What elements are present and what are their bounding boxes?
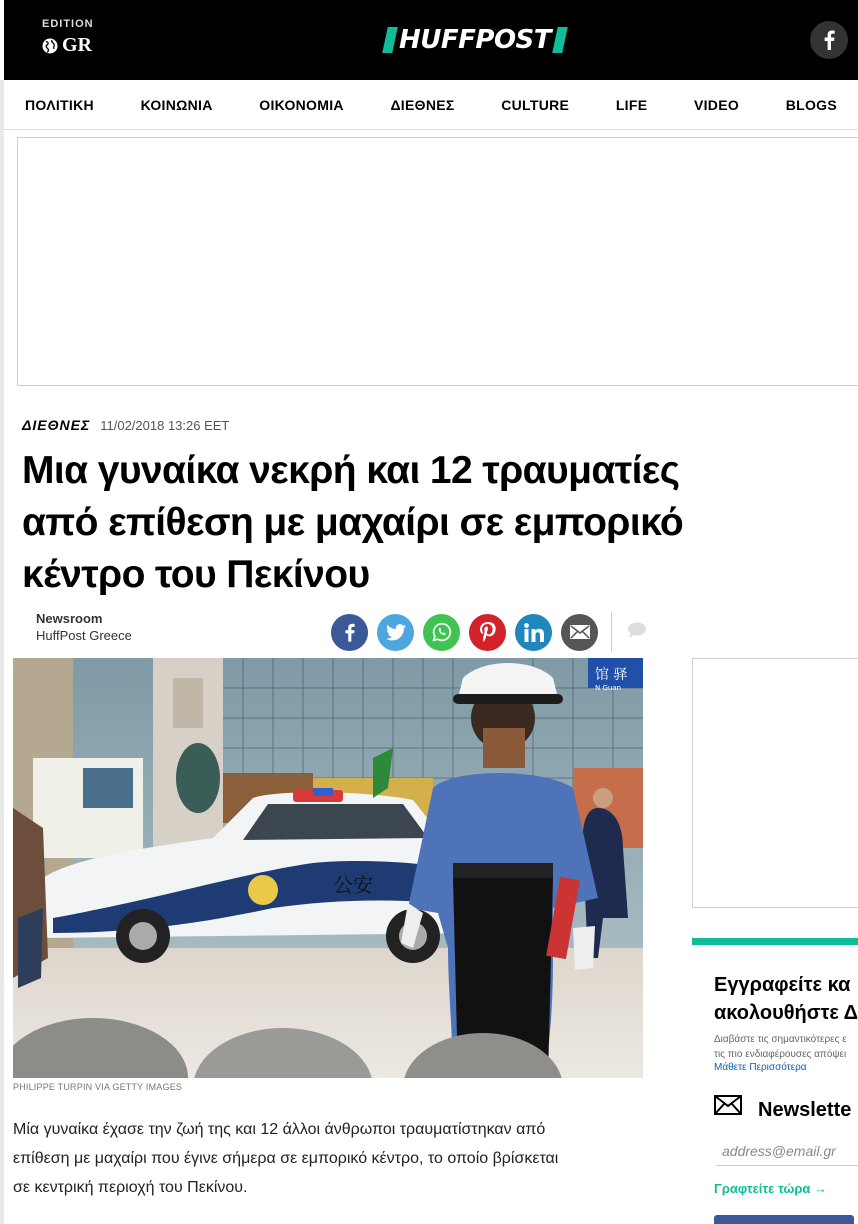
nav-item-oikonomia[interactable]: ΟΙΚΟΝΟΜΙΑ bbox=[259, 96, 344, 113]
share-pinterest-button[interactable] bbox=[469, 614, 506, 651]
top-bar bbox=[4, 0, 858, 80]
nav-item-koinonia[interactable]: ΚΟΙΝΩΝΙΑ bbox=[140, 96, 213, 113]
logo-text: HUFFPOST bbox=[399, 25, 552, 55]
author-name[interactable]: Newsroom bbox=[36, 611, 103, 626]
headline-line: Μια γυναίκα νεκρή και 12 τραυματίες bbox=[22, 449, 680, 492]
body-line: σε κεντρική περιοχή του Πεκίνου. bbox=[13, 1179, 248, 1196]
newsletter-description bbox=[714, 1032, 858, 1062]
share-email-button[interactable] bbox=[561, 614, 598, 651]
share-divider bbox=[611, 612, 612, 652]
edition-code: GR bbox=[62, 34, 92, 56]
share-twitter-button[interactable] bbox=[377, 614, 414, 651]
edition-selector[interactable] bbox=[42, 18, 94, 57]
street-sign-text: 馆 驿 bbox=[595, 667, 628, 683]
email-icon bbox=[570, 625, 590, 639]
newsletter-desc-line: τις πιο ενδιαφέρουσες απόψει bbox=[714, 1049, 847, 1060]
article-kicker bbox=[22, 417, 229, 433]
headline-line: κέντρο του Πεκίνου bbox=[22, 553, 370, 596]
main-nav bbox=[4, 80, 858, 130]
comments-button[interactable] bbox=[627, 622, 647, 643]
newsletter-heading-line: Εγγραφείτε κα bbox=[714, 974, 851, 996]
facebook-follow-button[interactable] bbox=[714, 1215, 854, 1224]
body-line: Μία γυναίκα έχασε την ζωή της και 12 άλλοι άνθρωποι τραυματίστηκαν από bbox=[13, 1121, 546, 1138]
share-whatsapp-button[interactable] bbox=[423, 614, 460, 651]
share-facebook-button[interactable] bbox=[331, 614, 368, 651]
nav-item-blogs[interactable]: BLOGS bbox=[785, 96, 837, 113]
nav-item-politiki[interactable]: ΠΟΛΙΤΙΚΗ bbox=[25, 96, 94, 113]
body-line: επίθεση με μαχαίρι που έγινε σήμερα σε εμπορικό κέντρο, το οποίο βρίσκεται bbox=[13, 1150, 559, 1167]
linkedin-icon bbox=[524, 623, 544, 642]
whatsapp-icon bbox=[432, 622, 452, 642]
globe-icon bbox=[42, 38, 58, 54]
newsletter-title: Newslette bbox=[758, 1099, 852, 1121]
article-section[interactable]: ΔΙΕΘΝΕΣ bbox=[22, 417, 91, 433]
nav-item-life[interactable]: LIFE bbox=[615, 96, 648, 113]
twitter-icon bbox=[386, 624, 406, 641]
comment-icon bbox=[627, 622, 647, 638]
email-field[interactable]: address@email.gr bbox=[716, 1136, 858, 1166]
facebook-icon bbox=[823, 30, 835, 50]
share-linkedin-button[interactable] bbox=[515, 614, 552, 651]
newsletter-desc-line: Διαβάστε τις σημαντικότερες ε bbox=[714, 1034, 847, 1045]
envelope-icon bbox=[714, 1095, 742, 1115]
author-org: HuffPost Greece bbox=[36, 628, 132, 643]
page bbox=[4, 0, 858, 1224]
learn-more-link[interactable]: Μάθετε Περισσότερα bbox=[714, 1062, 807, 1073]
nav-item-culture[interactable]: CULTURE bbox=[501, 96, 570, 113]
top-ad-slot bbox=[17, 137, 858, 386]
pinterest-icon bbox=[480, 622, 496, 642]
article-body bbox=[13, 1115, 638, 1202]
photo-caption: PHILIPPE TURPIN VIA GETTY IMAGES bbox=[13, 1082, 183, 1092]
huffpost-logo[interactable] bbox=[385, 27, 565, 53]
car-text: 公安 bbox=[333, 873, 373, 897]
headline-line: από επίθεση με μαχαίρι σε εμπορικό bbox=[22, 501, 684, 544]
police-scene-image bbox=[13, 658, 643, 1078]
author-byline bbox=[36, 611, 132, 643]
facebook-icon bbox=[344, 623, 355, 642]
nav-item-video[interactable]: VIDEO bbox=[693, 96, 740, 113]
facebook-header-button[interactable] bbox=[810, 21, 848, 59]
newsletter-heading bbox=[714, 971, 858, 1027]
sidebar-ad-slot bbox=[692, 658, 858, 908]
edition-label: EDITION bbox=[42, 18, 94, 30]
street-sign-subtext: N Guan bbox=[595, 684, 622, 692]
nav-item-diethnes[interactable]: ΔΙΕΘΝΕΣ bbox=[390, 96, 455, 113]
newsletter-widget bbox=[692, 938, 858, 1224]
article-date: 11/02/2018 13:26 EET bbox=[100, 418, 230, 433]
article-photo[interactable] bbox=[13, 658, 643, 1078]
article-headline bbox=[22, 445, 842, 601]
newsletter-heading-line: ακολουθήστε Δ bbox=[714, 1002, 858, 1024]
share-bar bbox=[331, 612, 647, 652]
subscribe-button[interactable]: Γραφτείτε τώρα → bbox=[714, 1181, 828, 1196]
